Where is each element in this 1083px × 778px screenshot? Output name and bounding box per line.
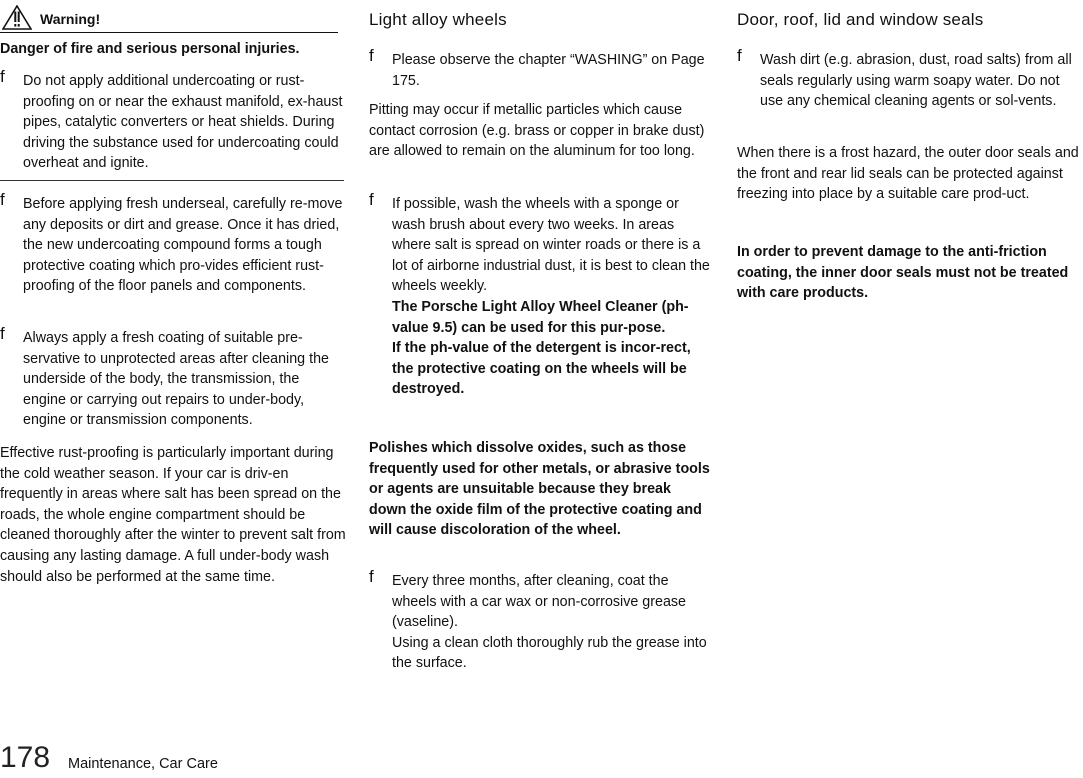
- bullet-icon: f: [0, 67, 5, 86]
- danger-heading: Danger of fire and serious personal injuries.: [0, 41, 300, 57]
- bullet-icon: f: [0, 324, 5, 343]
- bullet-icon: f: [369, 190, 374, 209]
- list-item: [369, 46, 712, 91]
- list-item-text: Please observe the chapter “WASHING” on Page 175.: [392, 52, 705, 89]
- paragraph: Pitting may occur if metallic particles which cause contact corrosion (e.g. brass or copper in brake dust) are allowed to remain on the aluminum for too long.: [369, 102, 705, 160]
- section-title: Maintenance, Car Care: [68, 756, 218, 772]
- list-item: [369, 567, 712, 674]
- list-item: [737, 46, 1082, 112]
- bullet-icon: f: [369, 567, 374, 586]
- list-item: [0, 324, 345, 431]
- paragraph: Effective rust-proofing is particularly important during the cold weather season. If your car is driv-en frequently in areas where salt has been spread on the roads, the whole engine compartment should be cleaned thoroughly after the winter to prevent salt from causing any lasting damage. A full under-body wash should also be performed at the same time.: [0, 445, 346, 585]
- ph-warning: If the ph-value of the detergent is incor-rect, the protective coating on the wheels will be destroyed.: [392, 340, 691, 398]
- list-item: [369, 190, 712, 400]
- bold-paragraph: In order to prevent damage to the anti-friction coating, the inner door seals must not be treated with care products.: [737, 244, 1069, 302]
- list-item-text: Do not apply additional undercoating or rust-proofing on or near the exhaust manifold, ex-haust pipes, catalytic converters or heat shields. During driving the substance used for undercoating could overheat and ignite.: [23, 73, 343, 172]
- section-heading: Light alloy wheels: [369, 10, 507, 29]
- list-item-text: Wash dirt (e.g. abrasion, dust, road salts) from all seals regularly using warm soapy water. Do not use any chemical cleaning agents or sol-vents.: [760, 52, 1072, 110]
- list-item-text: Before applying fresh underseal, carefully re-move any deposits or dirt and grease. Once it has dried, the new undercoating compound forms a tough protective coating which pro-vides efficient rust-proofing of the floor panels and components.: [23, 196, 343, 295]
- list-item-text: Every three months, after cleaning, coat the wheels with a car wax or non-corrosive grease (vaseline).: [392, 573, 687, 631]
- divider: [0, 180, 344, 181]
- bullet-icon: f: [0, 190, 5, 209]
- warning-header: [0, 2, 338, 33]
- list-item: [0, 67, 345, 174]
- list-item-text: Always apply a fresh coating of suitable pre-servative to unprotected areas after cleaning the underside of the body, the transmission, the engine or carrying out repairs to under-body, engine or transmission components.: [23, 330, 329, 429]
- warning-label: Warning!: [40, 11, 101, 27]
- bold-paragraph: Polishes which dissolve oxides, such as those frequently used for other metals, or abrasive tools or agents are unsuitable because they break down the oxide film of the protective coating and will cause discoloration of the wheel.: [369, 440, 710, 539]
- list-item-text: If possible, wash the wheels with a sponge or wash brush about every two weeks. In areas where salt is spread on winter roads or there is a lot of airborne industrial dust, it is best to clean the wheels weekly.: [392, 196, 710, 295]
- cleaner-note: The Porsche Light Alloy Wheel Cleaner (ph-value 9.5) can be used for this pur-pose.: [392, 298, 689, 336]
- bullet-icon: f: [369, 46, 374, 65]
- list-item: [0, 190, 345, 297]
- paragraph: When there is a frost hazard, the outer door seals and the front and rear lid seals can be protected against freezing into place by a suitable care prod-uct.: [737, 145, 1079, 203]
- warning-triangle-icon: [2, 5, 32, 30]
- list-item-continuation: Using a clean cloth thoroughly rub the grease into the surface.: [392, 634, 707, 672]
- section-heading: Door, roof, lid and window seals: [737, 10, 984, 29]
- page-number: 178: [0, 741, 51, 774]
- bullet-icon: f: [737, 46, 742, 65]
